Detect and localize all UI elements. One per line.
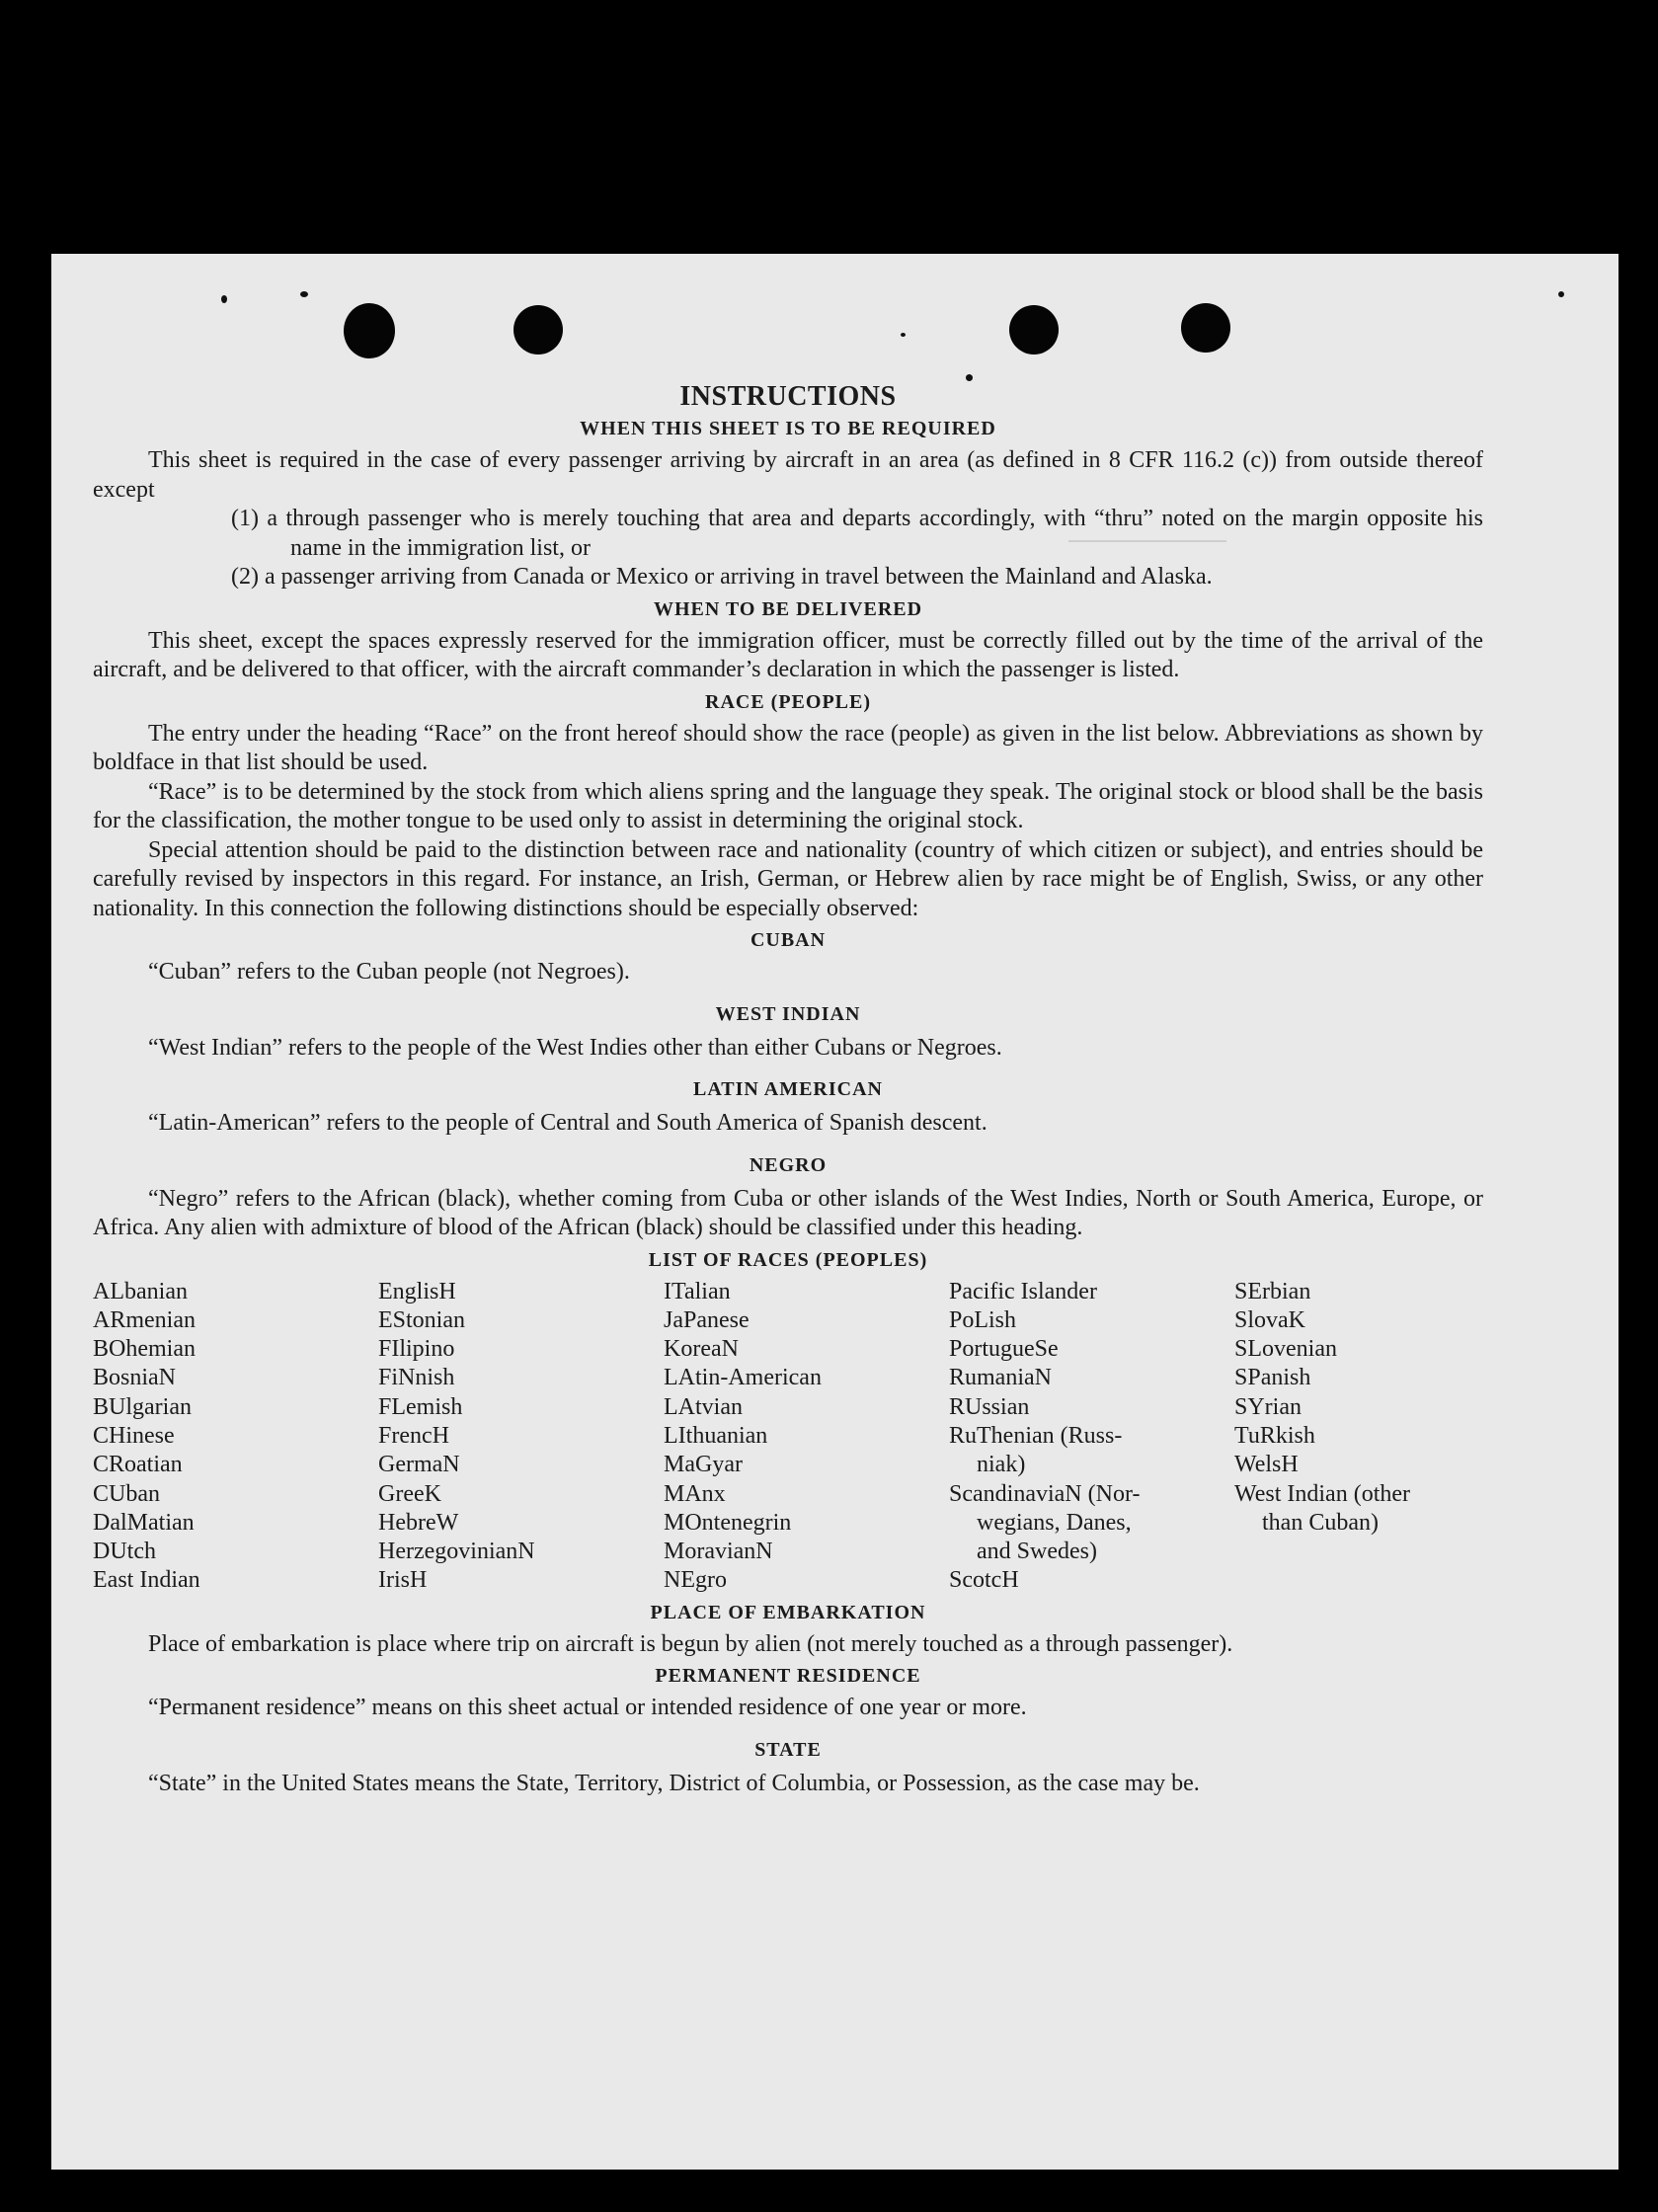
race-entry: FrencH [378, 1422, 449, 1449]
paragraph: “Race” is to be determined by the stock from which aliens spring and the language they speak. The original stock or blood shall be the basis for the classification, the mother tongue to be used only to assist in determining the original stock. [93, 778, 1483, 833]
race-entry: BosniaN [93, 1365, 176, 1391]
race-entry: RUssian [949, 1393, 1030, 1420]
race-entry: SLovenian [1234, 1336, 1337, 1363]
race-entry: SPanish [1234, 1365, 1311, 1391]
race-entry: Pacific Islander [949, 1278, 1097, 1304]
race-entry: EStonian [378, 1306, 465, 1333]
race-entry: wegians, Danes, [977, 1509, 1132, 1536]
race-entry: SErbian [1234, 1278, 1311, 1304]
paragraph: Place of embarkation is place where trip on aircraft is begun by alien (not merely touched as a through passenger). [148, 1630, 1233, 1657]
paragraph: “Cuban” refers to the Cuban people (not Negroes). [148, 959, 630, 985]
race-entry: CUban [93, 1480, 160, 1507]
page-title: INSTRUCTIONS [679, 381, 897, 412]
race-entry: MaGyar [664, 1452, 743, 1478]
race-entry: DUtch [93, 1539, 156, 1565]
race-entry: NEgro [664, 1567, 727, 1594]
race-entry: TuRkish [1234, 1422, 1315, 1449]
race-entry: East Indian [93, 1567, 200, 1594]
race-entry: FIlipino [378, 1336, 455, 1363]
punch-hole [344, 303, 395, 358]
race-entry: niak) [977, 1452, 1026, 1478]
race-column [949, 1278, 1234, 1596]
list-item: (2) a passenger arriving from Canada or Mexico or arriving in travel between the Mainland and Alaska. [231, 564, 1213, 590]
paper-speck [1558, 291, 1564, 297]
race-entry: West Indian (other [1234, 1480, 1411, 1507]
race-entry: ITalian [664, 1278, 731, 1304]
race-entry: ScandinaviaN (Nor- [949, 1480, 1141, 1507]
race-entry: LAtin-American [664, 1365, 822, 1391]
list-item: (1) a through passenger who is merely touching that area and departs accordingly, with “thru” noted on the margin opposite his name in the immigration list, or [231, 506, 1483, 561]
section-heading: LIST OF RACES (PEOPLES) [648, 1248, 928, 1271]
race-entry: ALbanian [93, 1278, 188, 1304]
paper-speck [221, 295, 227, 303]
race-column [664, 1278, 949, 1596]
section-heading: CUBAN [750, 929, 827, 951]
race-entry: GermaN [378, 1452, 460, 1478]
race-entry: LIthuanian [664, 1422, 768, 1449]
section-heading: PLACE OF EMBARKATION [650, 1601, 926, 1623]
race-entry: BOhemian [93, 1336, 196, 1363]
section-heading: WHEN THIS SHEET IS TO BE REQUIRED [580, 418, 996, 439]
race-entry: than Cuban) [1262, 1509, 1379, 1536]
race-entry: PoLish [949, 1306, 1017, 1333]
paragraph: “Permanent residence” means on this sheet actual or intended residence of one year or more. [148, 1695, 1027, 1721]
paper-speck [901, 333, 906, 337]
race-entry: WelsH [1234, 1452, 1299, 1478]
race-entry: IrisH [378, 1567, 428, 1594]
paper-speck [300, 291, 308, 297]
race-entry: and Swedes) [977, 1539, 1097, 1565]
race-column [378, 1278, 664, 1596]
race-entry: MoravianN [664, 1539, 773, 1565]
section-heading: PERMANENT RESIDENCE [655, 1665, 921, 1688]
race-entry: LAtvian [664, 1393, 743, 1420]
race-entry: SlovaK [1234, 1306, 1305, 1333]
paragraph: This sheet is required in the case of every passenger arriving by aircraft in an area (as defined in 8 CFR 116.2 (c)) from outside thereof except [93, 447, 1483, 503]
race-entry: HebreW [378, 1509, 459, 1536]
race-entry: PortugueSe [949, 1336, 1059, 1363]
section-heading: LATIN AMERICAN [693, 1078, 883, 1100]
race-entry: BUlgarian [93, 1393, 192, 1420]
paragraph: Special attention should be paid to the distinction between race and nationality (country of which citizen or subject), and entries should be carefully revised by inspectors in this regard. For instance, an Irish, German, or Hebrew alien by race might be of English, Swiss, or any other nationality. In this connection the following distinctions should be especially observed: [93, 836, 1483, 921]
race-entry: RuThenian (Russ- [949, 1422, 1123, 1449]
race-entry: ARmenian [93, 1306, 196, 1333]
race-entry: FiNnish [378, 1365, 455, 1391]
race-entry: FLemish [378, 1393, 463, 1420]
race-entry: RumaniaN [949, 1365, 1052, 1391]
race-column [1234, 1278, 1483, 1596]
punch-hole [1009, 305, 1059, 355]
race-entry: HerzegovinianN [378, 1539, 535, 1565]
section-heading: WHEN TO BE DELIVERED [653, 597, 923, 620]
race-entry: DalMatian [93, 1509, 195, 1536]
race-entry: JaPanese [664, 1306, 750, 1333]
paper-speck [966, 374, 973, 381]
race-entry: CRoatian [93, 1452, 183, 1478]
section-heading: STATE [754, 1738, 822, 1761]
paragraph: “State” in the United States means the State, Territory, District of Columbia, or Possession, as the case may be. [148, 1770, 1200, 1796]
race-list [93, 1278, 1483, 1596]
race-entry: MAnx [664, 1480, 726, 1507]
document-sheet [51, 254, 1619, 2170]
paragraph: The entry under the heading “Race” on the front hereof should show the race (people) as given in the list below. Abbreviations as shown by boldface in that list should be used. [93, 720, 1483, 775]
race-entry: EnglisH [378, 1278, 456, 1304]
race-entry: CHinese [93, 1422, 175, 1449]
paragraph: This sheet, except the spaces expressly reserved for the immigration officer, must be correctly filled out by the time of the arrival of the aircraft, and be delivered to that officer, with the aircraft commander’s declaration in which the passenger is listed. [93, 627, 1483, 682]
paragraph: “Negro” refers to the African (black), whether coming from Cuba or other islands of the West Indies, North or South America, Europe, or Africa. Any alien with admixture of blood of the African (black) should be classified under this heading. [93, 1185, 1483, 1240]
race-entry: ScotcH [949, 1567, 1019, 1594]
race-entry: GreeK [378, 1480, 441, 1507]
race-entry: SYrian [1234, 1393, 1302, 1420]
race-entry: KoreaN [664, 1336, 739, 1363]
punch-hole [513, 305, 563, 355]
instructions-body [93, 382, 1483, 1798]
race-column [93, 1278, 378, 1596]
paragraph: “West Indian” refers to the people of the West Indies other than either Cubans or Negroes. [148, 1034, 1002, 1061]
punch-hole [1181, 303, 1230, 353]
section-heading: WEST INDIAN [715, 1002, 861, 1025]
race-entry: MOntenegrin [664, 1509, 792, 1536]
paragraph: “Latin-American” refers to the people of Central and South America of Spanish descent. [148, 1110, 987, 1136]
section-heading: RACE (PEOPLE) [705, 690, 871, 713]
section-heading: NEGRO [749, 1153, 828, 1176]
